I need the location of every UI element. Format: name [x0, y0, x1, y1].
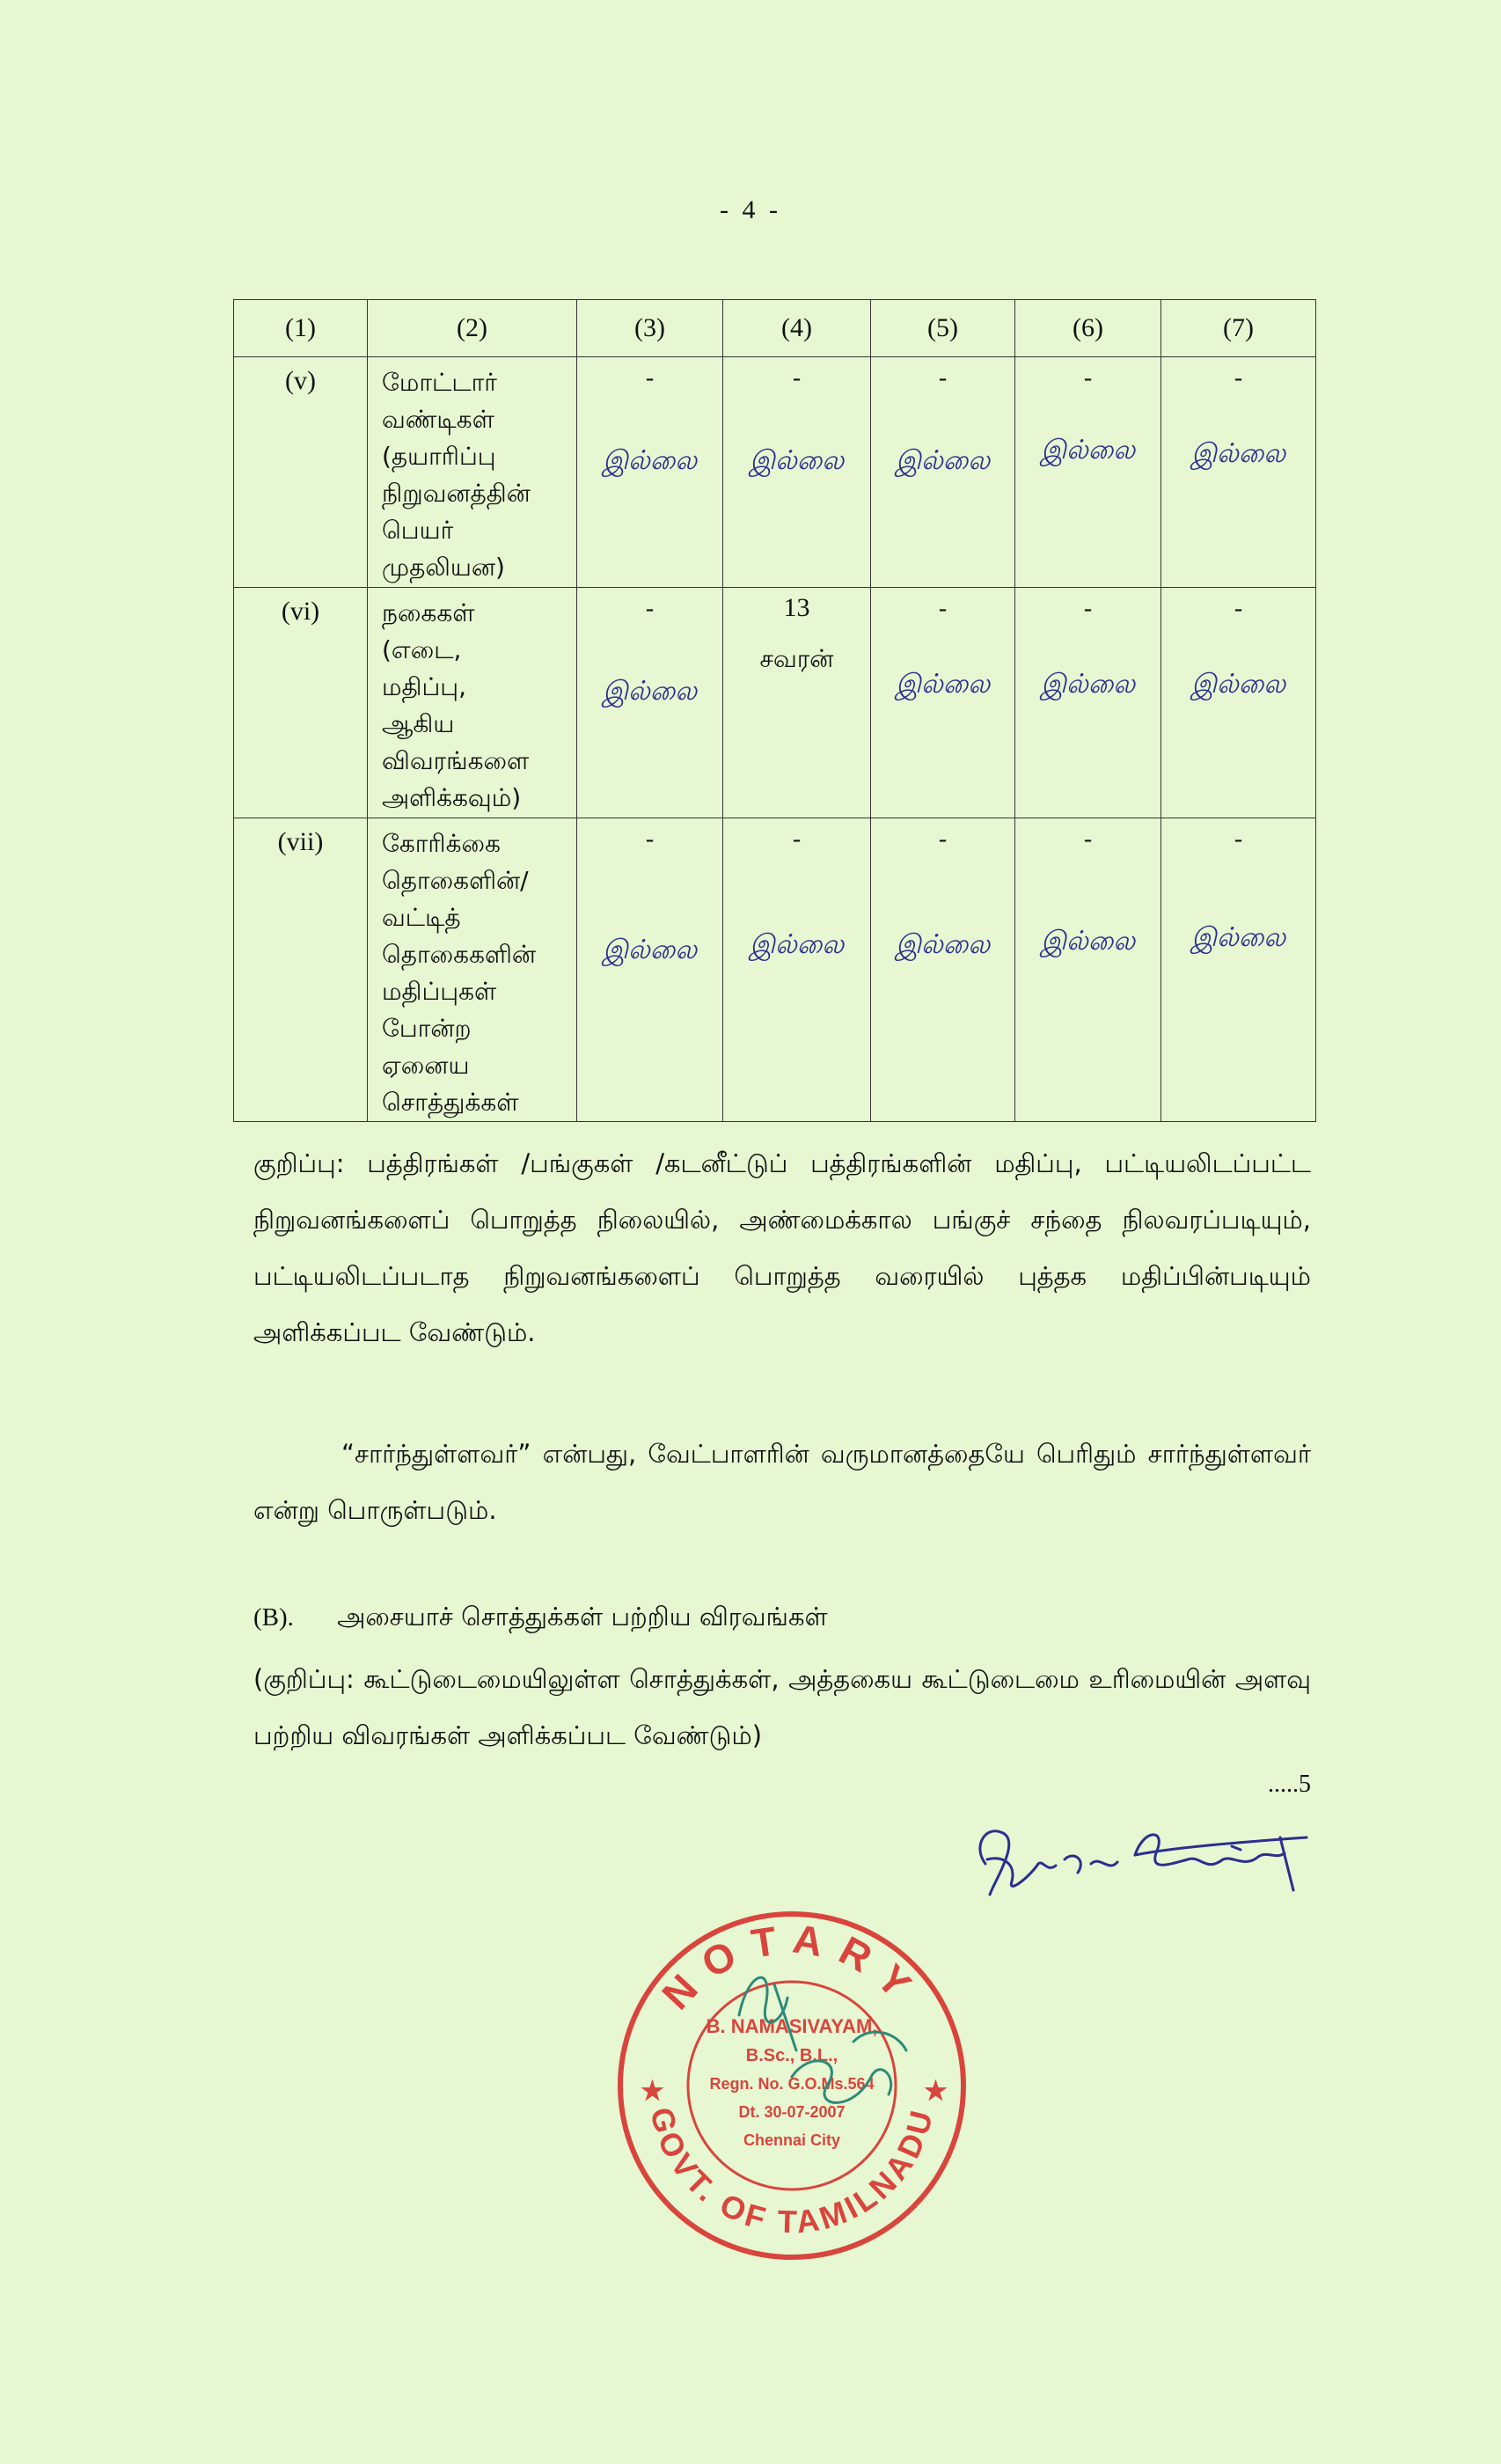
desc-line: (தயாரிப்பு — [382, 442, 496, 471]
stamp-bottom-text: GOVT. OF TAMILNADU — [643, 2103, 941, 2240]
table-cell — [1161, 357, 1316, 588]
desc-line: போன்ற — [382, 1014, 472, 1043]
table-header: (5) — [871, 300, 1015, 357]
handwritten-nil: இல்லை — [1040, 669, 1136, 700]
dependant-definition: “சார்ந்துள்ளவர்” என்பது, வேட்பாளரின் வருமானத்தையே பெரிதும் சார்ந்துள்ளவர் என்று பொருள்படும். — [253, 1439, 1311, 1525]
desc-line: நிறுவனத்தின் — [382, 479, 531, 508]
handwritten-nil: இல்லை — [1190, 922, 1286, 953]
cell-value: - — [645, 364, 655, 392]
desc-line: ஏனைய — [382, 1051, 470, 1080]
desc-line: ஆகிய — [382, 709, 455, 738]
table-cell — [871, 818, 1015, 1122]
desc-line: விவரங்களை — [382, 746, 530, 775]
cell-value: - — [1083, 825, 1093, 853]
star-icon: ★ — [924, 2077, 948, 2106]
desc-line: தொகைகளின் — [382, 940, 537, 969]
stamp-city: Chennai City — [743, 2131, 841, 2149]
star-icon: ★ — [641, 2077, 664, 2106]
notary-stamp — [607, 1901, 977, 2270]
desc-line: மோட்டார் — [382, 368, 497, 397]
section-b-heading — [253, 1602, 828, 1635]
stamp-name: B. NAMASIVAYAM, — [706, 2015, 878, 2037]
table-cell — [1015, 357, 1161, 588]
handwritten-nil: இல்லை — [1040, 435, 1136, 466]
desc-line: மதிப்பு, — [382, 672, 467, 701]
table-cell — [1161, 588, 1316, 818]
desc-line: மதிப்புகள் — [382, 977, 497, 1006]
handwritten-nil: இல்லை — [1190, 438, 1286, 469]
table-header: (3) — [577, 300, 723, 357]
table-cell — [1015, 588, 1161, 818]
table-header: (7) — [1161, 300, 1316, 357]
assets-table — [233, 299, 1316, 1122]
handwritten-nil: இல்லை — [1040, 926, 1136, 957]
handwritten-nil: இல்லை — [895, 929, 991, 960]
row-description — [368, 588, 577, 818]
desc-line: அளிக்கவும்) — [382, 783, 522, 812]
handwritten-nil: இல்லை — [895, 445, 991, 476]
handwritten-nil: இல்லை — [1190, 669, 1286, 700]
table-header-row — [234, 300, 1316, 357]
cell-value: - — [792, 825, 802, 853]
desc-line: முதலியன) — [382, 553, 505, 582]
table-header: (4) — [723, 300, 871, 357]
handwritten-signature — [968, 1811, 1320, 1908]
note-paragraph: குறிப்பு: பத்திரங்கள் /பங்குகள் /கடனீட்டுப் பத்திரங்களின் மதிப்பு, பட்டியலிடப்பட்ட நிறுவனங்களைப் பொறுத்த நிலையில், அண்மைக்கால பங்குச் சந்தை நிலவரப்படியும், பட்டியலிடப்படாத நிறுவனங்களைப் பொறுத்த வரையில் புத்தக மதிப்பின்படியும் அளிக்கப்பட வேண்டும். — [253, 1148, 1311, 1347]
stamp-date: Dt. 30-07-2007 — [738, 2103, 846, 2121]
desc-line: நகைகள் — [382, 598, 475, 627]
cell-value: - — [938, 825, 948, 853]
table-row — [234, 818, 1316, 1122]
desc-line: பெயர் — [382, 516, 454, 545]
cell-value: - — [645, 825, 655, 853]
table-header: (1) — [234, 300, 368, 357]
desc-line: தொகைளின்/ — [382, 866, 529, 895]
table-cell — [871, 588, 1015, 818]
svg-text:NOTARY — [653, 1915, 931, 2018]
table-header: (2) — [368, 300, 577, 357]
row-number: (vi) — [234, 588, 368, 818]
cell-value: - — [645, 595, 655, 622]
table-row — [234, 588, 1316, 818]
section-b-label: (B). — [253, 1603, 294, 1632]
table-row — [234, 357, 1316, 588]
table-cell — [723, 588, 871, 818]
handwritten-nil: இல்லை — [602, 935, 698, 965]
table-cell — [1015, 818, 1161, 1122]
cell-value: - — [938, 364, 948, 392]
row-number: (v) — [234, 357, 368, 588]
cell-value: - — [1083, 364, 1093, 392]
table-header: (6) — [1015, 300, 1161, 357]
table-cell — [871, 357, 1015, 588]
cell-value: - — [1083, 595, 1093, 622]
page-number: - 4 - — [720, 195, 781, 224]
table-cell — [1161, 818, 1316, 1122]
section-b-title: அசையாச் சொத்துக்கள் பற்றிய விரவங்கள் — [337, 1602, 828, 1632]
stamp-degree: B.Sc., B.L., — [745, 2046, 838, 2065]
handwritten-nil: இல்லை — [749, 445, 845, 476]
cell-value: - — [792, 364, 802, 392]
desc-line: (எடை, — [382, 635, 462, 664]
stamp-regn: Regn. No. G.O.Ms.564 — [709, 2075, 875, 2093]
cell-value: - — [1234, 364, 1243, 392]
desc-line: வண்டிகள் — [382, 405, 494, 434]
cell-value: 13 — [783, 593, 810, 622]
handwritten-nil: இல்லை — [602, 445, 698, 476]
cell-value: - — [1234, 825, 1243, 853]
cell-value: - — [938, 595, 948, 622]
table-cell — [577, 818, 723, 1122]
handwritten-nil: இல்லை — [602, 676, 698, 707]
row-description — [368, 357, 577, 588]
handwritten-nil: இல்லை — [749, 929, 845, 960]
table-cell — [577, 588, 723, 818]
stamp-top-text: NOTARY — [653, 1915, 931, 2019]
row-description — [368, 818, 577, 1122]
cell-unit: சவரன் — [759, 644, 834, 673]
table-cell — [723, 357, 871, 588]
desc-line: வட்டித் — [382, 903, 461, 932]
continued-marker: .....5 — [1268, 1771, 1311, 1798]
row-number: (vii) — [234, 818, 368, 1122]
cell-value: - — [1234, 595, 1243, 622]
handwritten-nil: இல்லை — [895, 669, 991, 700]
section-b-note: (குறிப்பு: கூட்டுடைமையிலுள்ள சொத்துக்கள், அத்தகைய கூட்டுடைமை உரிமையின் அளவு பற்றிய விவரங்கள் அளிக்கப்பட வேண்டும்) — [253, 1664, 1311, 1750]
table-cell — [723, 818, 871, 1122]
desc-line: கோரிக்கை — [382, 829, 501, 858]
desc-line: சொத்துக்கள் — [382, 1088, 519, 1117]
table-cell — [577, 357, 723, 588]
